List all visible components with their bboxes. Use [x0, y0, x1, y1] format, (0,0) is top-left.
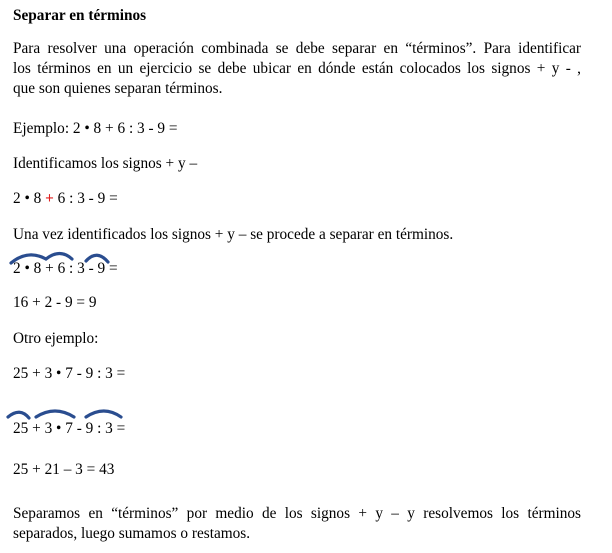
term-arc-icon — [36, 411, 74, 417]
term-arc-icon — [86, 255, 108, 262]
intro-line: los términos en un ejercicio se debe ubicar en dónde están colocados los signos + y - , — [13, 60, 581, 77]
result-2: 25 + 21 – 3 = 43 — [13, 461, 115, 478]
conclusion-line: separados, luego sumamos o restamos. — [13, 525, 251, 542]
expression-part: 2 • 8 — [13, 190, 46, 207]
identify-signs-text: Identificamos los signos + y – — [13, 155, 198, 172]
result-1: 16 + 2 - 9 = 9 — [13, 294, 97, 311]
grouped-expression-1: 2 • 8 + 6 : 3 - 9 = — [13, 260, 118, 277]
term-arc-icon — [46, 254, 72, 260]
example-2-label: Otro ejemplo: — [13, 330, 99, 347]
section-title: Separar en términos — [13, 7, 147, 24]
term-arc-icon — [11, 255, 46, 263]
term-arc-icon — [86, 411, 121, 417]
expression-part: 6 : 3 - 9 = — [53, 190, 118, 207]
example-1-label: Ejemplo: 2 • 8 + 6 : 3 - 9 = — [13, 120, 178, 137]
intro-line: Para resolver una operación combinada se debe separar en “términos”. Para identificar — [13, 40, 581, 57]
term-arc-icon — [8, 412, 29, 418]
expression-2: 25 + 3 • 7 - 9 : 3 = — [13, 365, 126, 382]
separate-terms-text: Una vez identificados los signos + y – se procede a separar en términos. — [13, 226, 454, 243]
intro-line: que son quienes separan términos. — [13, 80, 223, 97]
conclusion-line: Separamos en “términos” por medio de los signos + y – y resolvemos los términos — [13, 505, 581, 522]
plus-sign-highlight: + — [45, 190, 54, 207]
grouped-expression-2: 25 + 3 • 7 - 9 : 3 = — [13, 420, 126, 437]
